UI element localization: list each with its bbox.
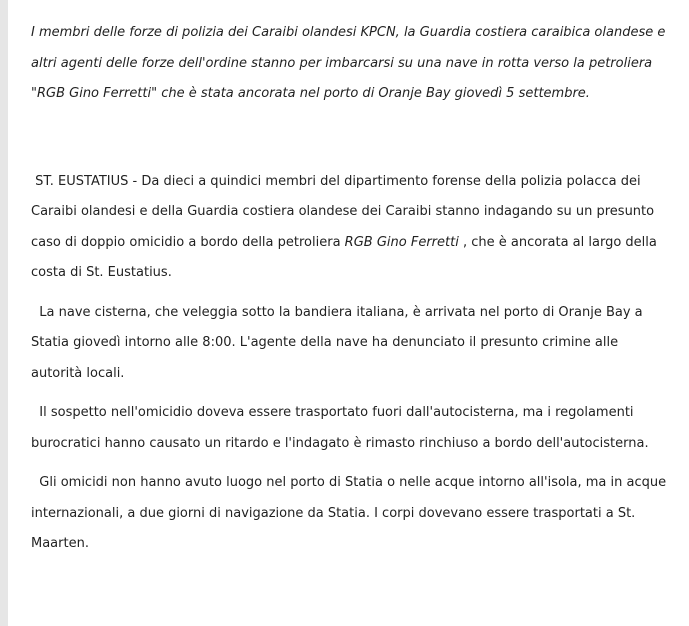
ship-name: RGB Gino Ferretti bbox=[344, 234, 459, 250]
article-body bbox=[31, 18, 671, 569]
article-paragraph-1 bbox=[31, 167, 671, 289]
article-paragraph-4: Gli omicidi non hanno avuto luogo nel porto di Statia o nelle acque intorno all'isola, ma in acque internazionali, a due giorni di navigazione da Statia. I corpi dovevano essere trasportati a St. Maarten. bbox=[31, 475, 671, 551]
article-paragraph-2: La nave cisterna, che veleggia sotto la bandiera italiana, è arrivata nel porto di Oranje Bay a Statia giovedì intorno alle 8:00. L'agente della nave ha denunciato il presunto crimine alle autorità locali. bbox=[31, 304, 647, 381]
spacer bbox=[31, 110, 671, 167]
left-border bbox=[0, 0, 8, 626]
photo-caption: I membri delle forze di polizia dei Caraibi olandesi KPCN, la Guardia costiera caraibica olandese e altri agenti delle forze dell'ordine stanno per imbarcarsi su una nave in rotta verso la petroliera "RGB Gino Ferretti" che è stata ancorata nel porto di Oranje Bay giovedì 5 settembre. bbox=[31, 25, 666, 101]
article-paragraph-3: Il sospetto nell'omicidio doveva essere trasportato fuori dall'autocisterna, ma i regolamenti burocratici hanno causato un ritardo e l'indagato è rimasto rinchiuso a bordo dell'autocisterna. bbox=[31, 405, 649, 451]
paragraph-1-text-end: , che è ancorata al largo della costa di St. Eustatius. bbox=[31, 234, 661, 280]
paragraph-1-text: ST. EUSTATIUS - Da dieci a quindici membri del dipartimento forense della polizia polacca dei Caraibi olandesi e della Guardia costiera olandese dei Caraibi stanno indagando su un presunto caso di doppio omicidio a bordo della petroliera bbox=[31, 173, 659, 250]
